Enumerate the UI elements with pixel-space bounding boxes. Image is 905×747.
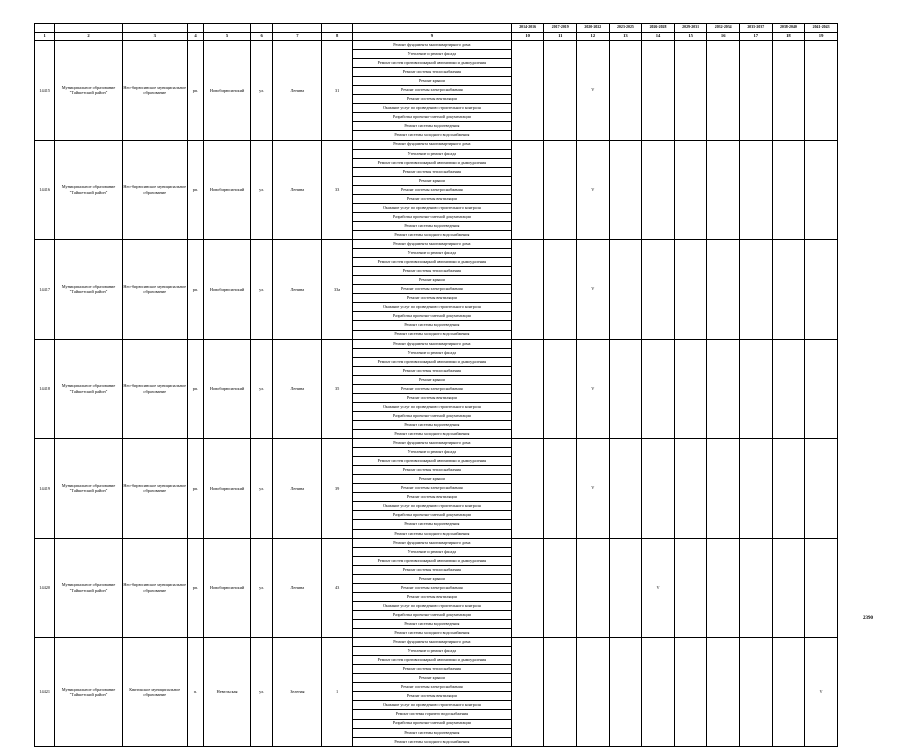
period-cell: [740, 538, 773, 638]
work-type: Ремонт системы холодного водоснабжения: [352, 737, 511, 746]
column-number: 15: [674, 33, 707, 41]
column-number: 6: [251, 33, 273, 41]
work-type: Ремонт крыши: [352, 276, 511, 285]
work-type: Ремонт системы теплоснабжения: [352, 665, 511, 674]
work-type: Утепление и ремонт фасада: [352, 149, 511, 158]
work-type: Ремонт системы водоотведения: [352, 122, 511, 131]
period-cell: [740, 638, 773, 747]
record-id: 14417: [35, 240, 55, 340]
column-number: 5: [204, 33, 251, 41]
period-cell: [772, 140, 805, 240]
work-type: Ремонт системы холодного водоснабжения: [352, 529, 511, 538]
period-cell: [609, 638, 642, 747]
work-type: Ремонт системы теплоснабжения: [352, 366, 511, 375]
street: Зеленая: [273, 638, 322, 747]
period-cell: [740, 140, 773, 240]
column-number: 4: [187, 33, 203, 41]
period-header: 2017-2019: [544, 24, 577, 33]
work-type: Ремонт систем противопожарной автоматики и дымоудаления: [352, 457, 511, 466]
street-type: ул.: [251, 240, 273, 340]
work-type: Ремонт системы теплоснабжения: [352, 167, 511, 176]
period-cell: [805, 439, 838, 539]
period-cell: [609, 339, 642, 439]
street: Ленина: [273, 240, 322, 340]
work-type: Ремонт системы вентиляции: [352, 294, 511, 303]
period-header: 2014-2016: [511, 24, 544, 33]
column-number: 19: [805, 33, 838, 41]
street-type: ул.: [251, 140, 273, 240]
period-cell: [707, 439, 740, 539]
work-type: Ремонт системы водоотведения: [352, 221, 511, 230]
period-cell: [707, 339, 740, 439]
work-type: Ремонт крыши: [352, 77, 511, 86]
work-type: Ремонт фундамента многоквартирного дома: [352, 538, 511, 547]
record-id: 14420: [35, 538, 55, 638]
period-cell: [511, 41, 544, 141]
work-type: Разработка проектно-сметной документации: [352, 312, 511, 321]
district: Муниципальное образование "Тайшетский район": [55, 41, 122, 141]
work-type: Разработка проектно-сметной документации: [352, 212, 511, 221]
period-mark: V: [577, 41, 610, 141]
work-type: Ремонт системы вентиляции: [352, 692, 511, 701]
work-type: Ремонт крыши: [352, 574, 511, 583]
work-type: Оказание услуг по проведению строительного контроля: [352, 701, 511, 710]
house-number: 43: [322, 538, 353, 638]
column-number: 12: [577, 33, 610, 41]
period-cell: [674, 638, 707, 747]
period-cell: [511, 439, 544, 539]
period-header: 2035-2037: [740, 24, 773, 33]
locality-type: рп.: [187, 339, 203, 439]
house-number: 33: [322, 140, 353, 240]
work-type: Ремонт системы холодного водоснабжения: [352, 629, 511, 638]
work-type: Оказание услуг по проведению строительного контроля: [352, 402, 511, 411]
locality: Новобирюсинский: [204, 339, 251, 439]
work-row: [35, 41, 838, 50]
period-cell: [544, 439, 577, 539]
work-type: Ремонт системы вентиляции: [352, 194, 511, 203]
period-cell: [740, 240, 773, 340]
district: Муниципальное образование "Тайшетский район": [55, 439, 122, 539]
period-cell: [674, 439, 707, 539]
work-type: Ремонт системы электроснабжения: [352, 185, 511, 194]
work-type: Ремонт системы водоотведения: [352, 420, 511, 429]
period-header: 2032-2034: [707, 24, 740, 33]
period-cell: [577, 638, 610, 747]
work-type: Ремонт систем противопожарной автоматики и дымоудаления: [352, 556, 511, 565]
street-type: ул.: [251, 439, 273, 539]
work-row: [35, 638, 838, 647]
locality-type: рп.: [187, 538, 203, 638]
record-id: 14421: [35, 638, 55, 747]
period-mark: V: [805, 638, 838, 747]
work-type: Ремонт систем противопожарной автоматики и дымоудаления: [352, 59, 511, 68]
column-number: 10: [511, 33, 544, 41]
period-mark: V: [577, 140, 610, 240]
period-cell: [544, 240, 577, 340]
period-cell: [805, 240, 838, 340]
period-cell: [609, 439, 642, 539]
period-mark: V: [577, 240, 610, 340]
work-type: Ремонт системы электроснабжения: [352, 583, 511, 592]
street-type: ул.: [251, 339, 273, 439]
work-type: Ремонт системы вентиляции: [352, 493, 511, 502]
work-type: Ремонт крыши: [352, 475, 511, 484]
work-type: Ремонт системы холодного водоснабжения: [352, 330, 511, 339]
locality-type: рп.: [187, 41, 203, 141]
record-id: 14416: [35, 140, 55, 240]
work-type: Утепление и ремонт фасада: [352, 50, 511, 59]
header-blank-cell: [273, 24, 322, 33]
settlement: Нео-бирюсинское муниципальное образование: [122, 240, 187, 340]
work-type: Разработка проектно-сметной документации: [352, 511, 511, 520]
period-cell: [642, 339, 675, 439]
period-cell: [772, 339, 805, 439]
period-cell: [740, 41, 773, 141]
house-number: 35: [322, 339, 353, 439]
locality: Новобирюсинский: [204, 439, 251, 539]
work-type: Ремонт системы водоотведения: [352, 620, 511, 629]
work-type: Оказание услуг по проведению строительного контроля: [352, 203, 511, 212]
period-header: 2029-2031: [674, 24, 707, 33]
header-blank-cell: [322, 24, 353, 33]
settlement: Нео-бирюсинское муниципальное образование: [122, 439, 187, 539]
column-number: 9: [352, 33, 511, 41]
period-cell: [707, 538, 740, 638]
period-cell: [707, 240, 740, 340]
district: Муниципальное образование "Тайшетский район": [55, 140, 122, 240]
locality: Новобирюсинский: [204, 240, 251, 340]
work-type: Ремонт системы теплоснабжения: [352, 565, 511, 574]
header-blank-cell: [251, 24, 273, 33]
work-type: Ремонт крыши: [352, 176, 511, 185]
street: Ленина: [273, 439, 322, 539]
work-type: Ремонт системы вентиляции: [352, 592, 511, 601]
work-type: Разработка проектно-сметной документации: [352, 610, 511, 619]
street: Ленина: [273, 339, 322, 439]
period-cell: [544, 41, 577, 141]
period-cell: [642, 638, 675, 747]
record-id: 14415: [35, 41, 55, 141]
period-cell: [544, 538, 577, 638]
period-mark: V: [577, 339, 610, 439]
settlement: Нео-бирюсинское муниципальное образование: [122, 41, 187, 141]
locality: Невельская: [204, 638, 251, 747]
period-header: 2041-2043: [805, 24, 838, 33]
work-type: Ремонт системы холодного водоснабжения: [352, 430, 511, 439]
work-row: [35, 439, 838, 448]
header-blank-cell: [35, 24, 55, 33]
header-blank-cell: [352, 24, 511, 33]
work-type: Ремонт системы теплоснабжения: [352, 267, 511, 276]
work-type: Оказание услуг по проведению строительного контроля: [352, 502, 511, 511]
period-cell: [544, 140, 577, 240]
work-type: Ремонт системы электроснабжения: [352, 86, 511, 95]
work-type: Ремонт систем противопожарной автоматики и дымоудаления: [352, 158, 511, 167]
street: Ленина: [273, 41, 322, 141]
house-number: 1: [322, 638, 353, 747]
work-type: Утепление и ремонт фасада: [352, 448, 511, 457]
period-cell: [609, 538, 642, 638]
work-type: Ремонт системы теплоснабжения: [352, 466, 511, 475]
period-cell: [674, 41, 707, 141]
locality-type: рп.: [187, 140, 203, 240]
period-cell: [674, 339, 707, 439]
header-blank-cell: [204, 24, 251, 33]
settlement: Нео-бирюсинское муниципальное образование: [122, 140, 187, 240]
column-number: 8: [322, 33, 353, 41]
work-type: Ремонт фундамента многоквартирного дома: [352, 240, 511, 249]
work-type: Разработка проектно-сметной документации: [352, 719, 511, 728]
record-id: 14418: [35, 339, 55, 439]
work-type: Разработка проектно-сметной документации: [352, 113, 511, 122]
period-cell: [511, 638, 544, 747]
work-type: Ремонт системы электроснабжения: [352, 285, 511, 294]
period-cell: [805, 538, 838, 638]
work-type: Ремонт крыши: [352, 674, 511, 683]
work-type: Ремонт системы горячего водоснабжения: [352, 710, 511, 719]
page-number: 2390: [863, 616, 873, 621]
period-header: 2026-2028: [642, 24, 675, 33]
period-cell: [642, 439, 675, 539]
locality: Новобирюсинский: [204, 538, 251, 638]
capital-repair-table: [34, 23, 838, 747]
header-blank-cell: [187, 24, 203, 33]
header-blank-cell: [122, 24, 187, 33]
period-cell: [511, 339, 544, 439]
period-cell: [740, 439, 773, 539]
locality: Новобирюсинский: [204, 140, 251, 240]
column-number: 1: [35, 33, 55, 41]
period-cell: [511, 538, 544, 638]
period-cell: [674, 240, 707, 340]
work-row: [35, 240, 838, 249]
header-number-row: [35, 33, 838, 41]
period-mark: V: [577, 439, 610, 539]
street: Ленина: [273, 538, 322, 638]
work-type: Ремонт системы электроснабжения: [352, 683, 511, 692]
work-type: Оказание услуг по проведению строительного контроля: [352, 601, 511, 610]
district: Муниципальное образование "Тайшетский район": [55, 538, 122, 638]
work-row: [35, 339, 838, 348]
period-cell: [707, 638, 740, 747]
work-type: Ремонт фундамента многоквартирного дома: [352, 638, 511, 647]
column-number: 17: [740, 33, 773, 41]
header-period-row: [35, 24, 838, 33]
work-type: Ремонт системы вентиляции: [352, 393, 511, 402]
period-cell: [707, 140, 740, 240]
work-type: Ремонт системы электроснабжения: [352, 484, 511, 493]
column-number: 13: [609, 33, 642, 41]
locality-type: п.: [187, 638, 203, 747]
header-blank-cell: [55, 24, 122, 33]
work-type: Утепление и ремонт фасада: [352, 348, 511, 357]
period-cell: [642, 41, 675, 141]
street: Ленина: [273, 140, 322, 240]
work-type: Утепление и ремонт фасада: [352, 547, 511, 556]
work-type: Ремонт фундамента многоквартирного дома: [352, 140, 511, 149]
work-type: Ремонт системы водоотведения: [352, 728, 511, 737]
settlement: Нео-бирюсинское муниципальное образование: [122, 339, 187, 439]
period-cell: [772, 439, 805, 539]
work-row: [35, 538, 838, 547]
work-type: Ремонт системы водоотведения: [352, 520, 511, 529]
column-number: 2: [55, 33, 122, 41]
period-cell: [674, 538, 707, 638]
work-type: Ремонт фундамента многоквартирного дома: [352, 41, 511, 50]
period-cell: [544, 339, 577, 439]
locality-type: рп.: [187, 439, 203, 539]
work-type: Ремонт системы вентиляции: [352, 95, 511, 104]
column-number: 16: [707, 33, 740, 41]
period-cell: [609, 140, 642, 240]
period-cell: [772, 240, 805, 340]
period-cell: [609, 41, 642, 141]
house-number: 39: [322, 439, 353, 539]
house-number: 33а: [322, 240, 353, 340]
work-row: [35, 140, 838, 149]
work-type: Ремонт фундамента многоквартирного дома: [352, 439, 511, 448]
district: Муниципальное образование "Тайшетский район": [55, 240, 122, 340]
period-header: 2023-2025: [609, 24, 642, 33]
locality: Новобирюсинский: [204, 41, 251, 141]
period-cell: [805, 41, 838, 141]
period-cell: [772, 538, 805, 638]
period-cell: [577, 538, 610, 638]
work-type: Ремонт системы теплоснабжения: [352, 68, 511, 77]
period-cell: [544, 638, 577, 747]
work-type: Ремонт фундамента многоквартирного дома: [352, 339, 511, 348]
column-number: 7: [273, 33, 322, 41]
house-number: 31: [322, 41, 353, 141]
period-cell: [707, 41, 740, 141]
work-type: Ремонт систем противопожарной автоматики и дымоудаления: [352, 357, 511, 366]
work-type: Ремонт крыши: [352, 375, 511, 384]
period-mark: V: [642, 538, 675, 638]
street-type: ул.: [251, 41, 273, 141]
column-number: 18: [772, 33, 805, 41]
period-header: 2020-2022: [577, 24, 610, 33]
work-type: Ремонт системы холодного водоснабжения: [352, 230, 511, 239]
period-cell: [805, 140, 838, 240]
work-type: Ремонт систем противопожарной автоматики и дымоудаления: [352, 258, 511, 267]
period-cell: [642, 140, 675, 240]
district: Муниципальное образование "Тайшетский район": [55, 339, 122, 439]
work-type: Ремонт системы холодного водоснабжения: [352, 131, 511, 140]
period-cell: [805, 339, 838, 439]
work-type: Ремонт системы электроснабжения: [352, 384, 511, 393]
district: Муниципальное образование "Тайшетский район": [55, 638, 122, 747]
period-cell: [674, 140, 707, 240]
settlement: Нео-бирюсинское муниципальное образование: [122, 538, 187, 638]
work-type: Утепление и ремонт фасада: [352, 647, 511, 656]
period-cell: [511, 240, 544, 340]
work-type: Ремонт систем противопожарной автоматики и дымоудаления: [352, 656, 511, 665]
work-type: Оказание услуг по проведению строительного контроля: [352, 303, 511, 312]
work-type: Оказание услуг по проведению строительного контроля: [352, 104, 511, 113]
work-type: Ремонт системы водоотведения: [352, 321, 511, 330]
column-number: 14: [642, 33, 675, 41]
settlement: Квитокское муниципальное образование: [122, 638, 187, 747]
period-cell: [511, 140, 544, 240]
work-type: Разработка проектно-сметной документации: [352, 411, 511, 420]
locality-type: рп.: [187, 240, 203, 340]
period-cell: [772, 41, 805, 141]
street-type: ул.: [251, 538, 273, 638]
period-cell: [609, 240, 642, 340]
period-cell: [642, 240, 675, 340]
column-number: 3: [122, 33, 187, 41]
street-type: ул.: [251, 638, 273, 747]
column-number: 11: [544, 33, 577, 41]
record-id: 14419: [35, 439, 55, 539]
period-cell: [740, 339, 773, 439]
period-cell: [772, 638, 805, 747]
work-type: Утепление и ремонт фасада: [352, 249, 511, 258]
period-header: 2038-2040: [772, 24, 805, 33]
